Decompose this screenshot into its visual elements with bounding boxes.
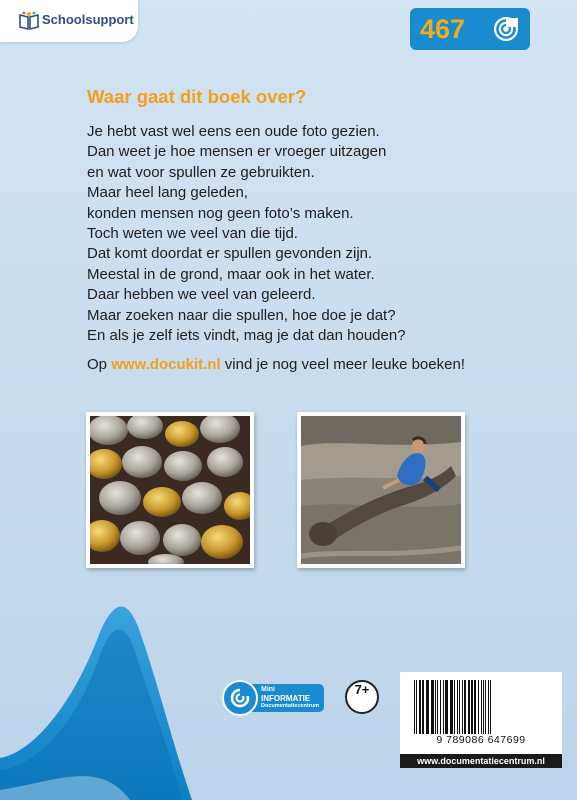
summary-line: En als je zelf iets vindt, mag je dat dan houden? <box>87 327 406 345</box>
summary-line: Dat komt doordat er spullen gevonden zijn. <box>87 245 373 263</box>
schoolsupport-badge <box>0 0 138 42</box>
summary-line: en wat voor spullen ze gebruikten. <box>87 163 315 181</box>
page-title: Waar gaat dit boek over? <box>87 86 307 107</box>
summary-line: Meestal in de grond, maar ook in het water. <box>87 265 375 283</box>
spiral-logo-icon <box>222 680 258 716</box>
series-number: 467 <box>420 14 466 44</box>
promo-prefix: Op <box>87 356 112 373</box>
summary-line: Dan weet je hoe mensen er vroeger uitzagen <box>87 143 387 161</box>
logo-line-mini: Mini <box>261 686 275 693</box>
summary-text <box>87 122 507 346</box>
docukit-link[interactable]: www.docukit.nl <box>111 356 221 373</box>
mini-informatie-logo <box>222 680 324 716</box>
summary-line: Je hebt vast wel eens een oude foto gezien. <box>87 123 380 140</box>
mini-logo-band <box>252 684 324 712</box>
age-badge: 7+ <box>345 680 379 714</box>
brand-name: Schoolsupport <box>42 12 134 27</box>
excavation-photo <box>297 412 465 568</box>
summary-line: Maar zoeken naar die spullen, hoe doe je dat? <box>87 306 396 324</box>
summary-line: Maar heel lang geleden, <box>87 184 248 202</box>
spiral-logo-icon <box>493 16 519 42</box>
summary-line: Toch weten we veel van die tijd. <box>87 225 298 243</box>
isbn-number: 9 789086 647699 <box>436 734 526 746</box>
website-url[interactable]: www.documentatiecentrum.nl <box>400 754 562 768</box>
summary-line: konden mensen nog geen foto’s maken. <box>87 204 354 222</box>
barcode-bars <box>414 680 548 734</box>
promo-suffix: vind je nog veel meer leuke boeken! <box>220 356 465 373</box>
barcode <box>400 672 562 754</box>
coins-photo <box>86 412 254 568</box>
schoolsupport-book-icon <box>18 10 40 32</box>
promo-line <box>87 356 465 373</box>
logo-line-informatie: INFORMATIE <box>261 694 311 703</box>
series-number-badge <box>410 8 530 50</box>
summary-line: Daar hebben we veel van geleerd. <box>87 286 316 304</box>
logo-line-documentatiecentrum: Documentatiecentrum <box>261 703 320 709</box>
